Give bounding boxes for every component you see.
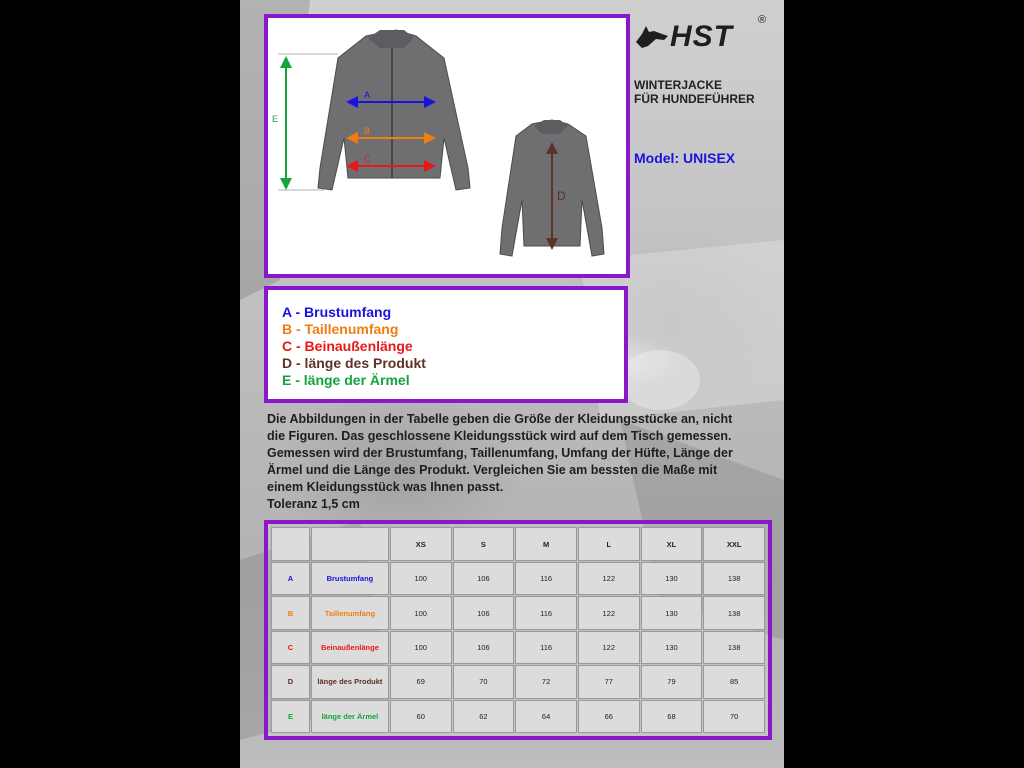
size-value-cell: 100 [390,562,452,595]
table-row [271,562,765,595]
size-value-cell: 68 [641,700,703,733]
table-row [271,596,765,629]
registered-mark: ® [758,14,767,26]
description-line: Ärmel und die Länge des Produkt. Vergleichen Sie am bessten die Maße mit [267,463,718,477]
diagram-label-e: E [272,114,279,124]
legend-box [264,286,628,403]
size-value-cell: 70 [703,700,765,733]
brand-name: HST [670,20,733,53]
row-name: länge der Ärmel [311,700,389,733]
description-text [267,411,777,513]
header-cell-l: L [578,527,640,561]
brand-logo [634,14,774,54]
table-row [271,665,765,698]
row-name: Beinaußenlänge [311,631,389,664]
size-value-cell: 70 [453,665,515,698]
legend-item-a: A - Brustumfang [282,304,392,320]
row-name: Taillenumfang [311,596,389,629]
header-cell-xs: XS [390,527,452,561]
size-value-cell: 130 [641,596,703,629]
header-cell [311,527,389,561]
size-value-cell: 130 [641,631,703,664]
size-value-cell: 85 [703,665,765,698]
description-line: Die Abbildungen in der Tabelle geben die Größe der Kleidungsstücke an, nicht [267,412,733,426]
description-line: Toleranz 1,5 cm [267,497,360,511]
size-value-cell: 138 [703,562,765,595]
size-value-cell: 64 [515,700,577,733]
size-value-cell: 79 [641,665,703,698]
row-letter: A [271,562,310,595]
size-value-cell: 138 [703,596,765,629]
legend-item-e: E - länge der Ärmel [282,372,410,388]
size-chart-sheet [240,0,784,768]
legend-item-b: B - Taillenumfang [282,321,399,337]
size-value-cell: 122 [578,596,640,629]
header-cell-xl: XL [641,527,703,561]
size-value-cell: 122 [578,631,640,664]
row-letter: D [271,665,310,698]
table-row [271,700,765,733]
size-value-cell: 122 [578,562,640,595]
table-row [271,631,765,664]
product-name-line2: FÜR HUNDEFÜHRER [634,92,755,106]
row-letter: C [271,631,310,664]
header-cell [271,527,310,561]
row-name: länge des Produkt [311,665,389,698]
size-value-cell: 106 [453,596,515,629]
jacket-diagram-box [264,14,630,278]
size-value-cell: 60 [390,700,452,733]
table-header-row [271,527,765,561]
header-cell-xxl: XXL [703,527,765,561]
size-value-cell: 116 [515,562,577,595]
size-value-cell: 130 [641,562,703,595]
size-value-cell: 116 [515,596,577,629]
size-table [270,526,766,734]
header-cell-s: S [453,527,515,561]
dog-logo-icon [634,22,670,50]
size-value-cell: 62 [453,700,515,733]
table-body [271,562,765,733]
description-line: Gemessen wird der Brustumfang, Taillenumfang, Umfang der Hüfte, Länge der [267,446,733,460]
size-table-box [264,520,772,740]
size-value-cell: 116 [515,631,577,664]
diagram-label-d: D [557,189,566,203]
size-value-cell: 69 [390,665,452,698]
size-value-cell: 72 [515,665,577,698]
legend-item-d: D - länge des Produkt [282,355,426,371]
diagram-label-c: C [364,154,371,164]
legend-item-c: C - Beinaußenlänge [282,338,413,354]
jacket-diagram [268,18,626,274]
size-value-cell: 100 [390,596,452,629]
row-letter: B [271,596,310,629]
diagram-label-a: A [364,90,371,100]
description-line: die Figuren. Das geschlossene Kleidungsstück wird auf dem Tisch gemessen. [267,429,732,443]
size-value-cell: 138 [703,631,765,664]
header-cell-m: M [515,527,577,561]
size-value-cell: 106 [453,631,515,664]
description-line: einem Kleidungsstück was Ihnen passt. [267,480,504,494]
product-name [634,78,784,106]
row-name: Brustumfang [311,562,389,595]
product-name-line1: WINTERJACKE [634,78,723,92]
size-value-cell: 66 [578,700,640,733]
size-value-cell: 106 [453,562,515,595]
model-label: Model: UNISEX [634,150,736,166]
diagram-label-b: B [364,126,371,136]
size-value-cell: 100 [390,631,452,664]
size-value-cell: 77 [578,665,640,698]
row-letter: E [271,700,310,733]
